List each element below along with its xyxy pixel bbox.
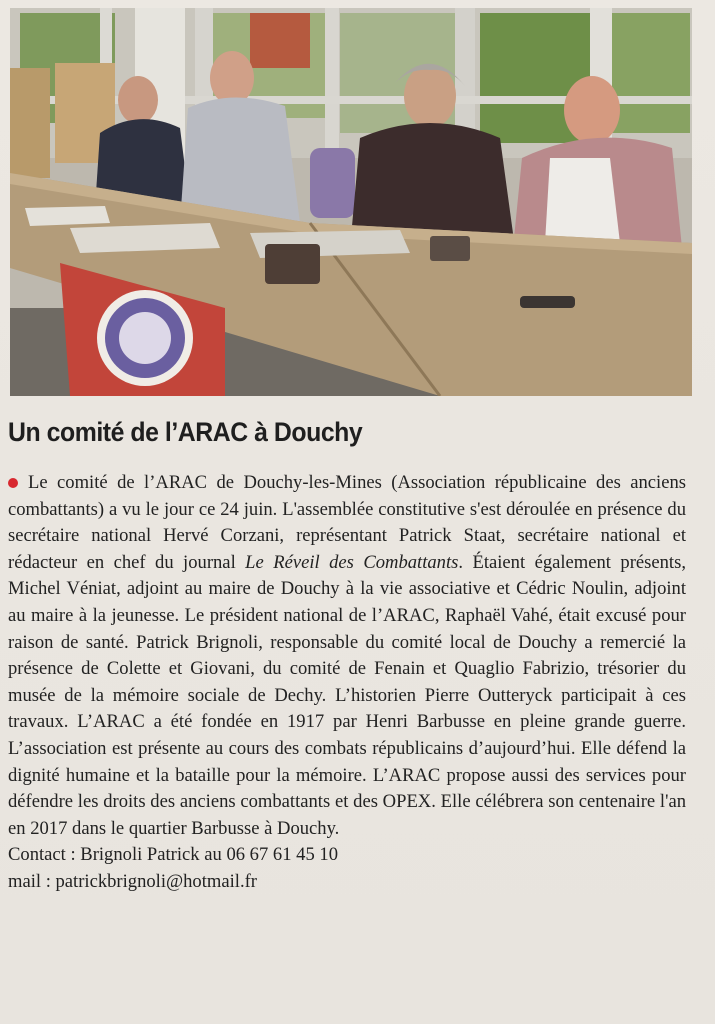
article-headline: Un comité de l’ARAC à Douchy (8, 417, 363, 447)
red-bullet-icon (8, 478, 18, 488)
mail-line: mail : patrickbrignoli@hotmail.fr (8, 870, 257, 892)
contact-line: Contact : Brignoli Patrick au 06 67 61 45 10 (8, 844, 339, 866)
article-body (8, 470, 686, 896)
article-photo (10, 8, 692, 396)
article-paragraph (8, 470, 686, 842)
journal-title: Le Réveil des Combattants (245, 551, 459, 573)
paragraph-text-part1: Le comité de l’ARAC de Douchy-les-Mines (Association républicaine des anciens combattants) a vu le jour ce 24 juin. L'assemblée constitutive s'est déroulée en présence du secrétaire national Hervé Corzani, représentant Patrick Staat, secrétaire national et rédacteur en chef du journal (8, 472, 686, 573)
meeting-photo (10, 8, 692, 396)
paragraph-text-part2: . Étaient également présents, Michel Véniat, adjoint au maire de Douchy à la vie associative et Cédric Noulin, adjoint au maire à la jeunesse. Le président national de l’ARAC, Raphaël Vahé, était excusé pour raison de santé. Patrick Brignoli, responsable du comité local de Douchy a remercié la présence de Colette et Giovani, du comité de Fenain et Quaglio Fabrizio, trésorier du musée de la mémoire sociale de Dechy. L’historien Pierre Outteryck participait à ces travaux. L’ARAC a été fondée en 1917 par Henri Barbusse en pleine grande guerre. L’association est présente au cours des combats républicains d’aujourd’hui. Elle défend la dignité humaine et la bataille pour la mémoire. L’ARAC propose aussi des services pour défendre les droits des anciens combattants et des OPEX. Elle célébrera son centenaire l'an en 2017 dans le quartier Barbusse à Douchy. (8, 551, 686, 839)
